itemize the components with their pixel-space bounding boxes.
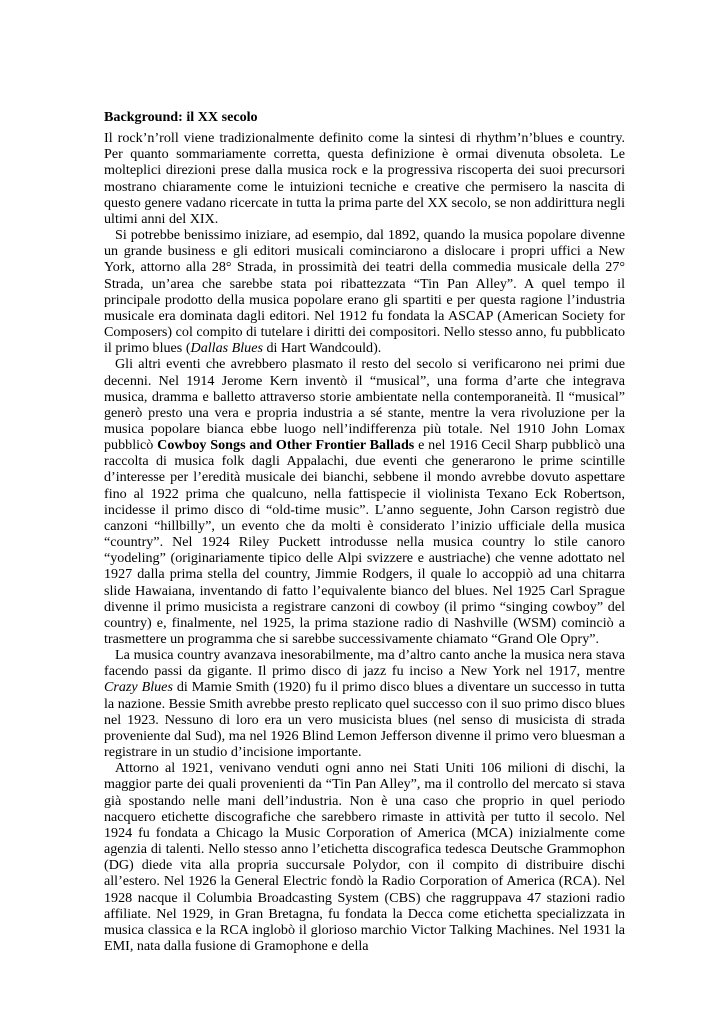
paragraph-2-italic-title: Dallas Blues <box>190 340 263 357</box>
document-page <box>104 109 625 954</box>
paragraph-5: Attorno al 1921, venivano venduti ogni anno nei Stati Uniti 106 milioni di dischi, la maggior parte dei quali provenienti da “Tin Pan Alley”, ma il controllo del mercato si stava già spostando nelle mani dell’industria. Non è una caso che proprio in quel periodo nacquero etichette discografiche che sarebbero rimaste in attività per tutto il secolo. Nel 1924 fu fondata a Chicago la Music Corporation of America (MCA) inizialmente come agenzia di talenti. Nello stesso anno l’etichetta discografica tedesca Deutsche Grammophon (DG) diede vita alla propria succursale Polydor, con il compito di distribuire dischi all’estero. Nel 1926 la General Electric fondò la Radio Corporation of America (RCA). Nel 1928 nacque il Columbia Broadcasting System (CBS) che raggruppava 47 stazioni radio affiliate. Nel 1929, in Gran Bretagna, fu fondata la Decca come etichetta specializzata in musica classica e la RCA inglobò il glorioso marchio Victor Talking Machines. Nel 1931 la EMI, nata dalla fusione di Gramophone e della <box>104 760 625 954</box>
paragraph-3 <box>104 356 625 647</box>
paragraph-3-text-a: Gli altri eventi che avrebbero plasmato il resto del secolo si verificarono nei primi due decenni. Nel 1914 Jerome Kern inventò il “musical”, una forma d’arte che integrava musica, dramma e balletto attraverso storie ambientate nella contemporaneità. Il “musical” generò presto una vera e propria industria a sé stante, mentre la vera rivoluzione per la musica popolare bianca ebbe luogo nell’indifferenza più totale. Nel 1910 John Lomax pubblicò <box>104 356 625 454</box>
paragraph-2-text-b: di Hart Wandcould). <box>262 340 382 357</box>
paragraph-4-text-b: di Mamie Smith (1920) fu il primo disco blues a diventare un successo in tutta la nazione. Bessie Smith avrebbe presto replicato quel successo con il suo primo disco blues nel 1923. Nessuno di loro era un vero musicista blues (nel senso di musicista di strada proveniente dal Sud), ma nel 1926 Blind Lemon Jefferson divenne il primo vero bluesman a registrare in un studio d’incisione importante. <box>104 679 625 761</box>
paragraph-4-text-a: La musica country avanzava inesorabilmente, ma d’altro canto anche la musica nera stava facendo passi da gigante. Il primo disco di jazz fu inciso a New York nel 1917, mentre <box>104 647 625 680</box>
paragraph-4-italic-title: Crazy Blues <box>104 679 173 696</box>
section-heading: Background: il XX secolo <box>104 109 258 125</box>
paragraph-2-text-a: Si potrebbe benissimo iniziare, ad esempio, dal 1892, quando la musica popolare divenne un grande business e gli editori musicali cominciarono a dislocare i propri uffici a New York, attorno alla 28° Strada, in prossimità dei teatri della commedia musicale della 27° Strada, un’area che sarebbe stata poi ribattezzata “Tin Pan Alley”. A quel tempo il principale prodotto della musica popolare erano gli spartiti e per questa ragione l’industria musicale era dominata dagli editori. Nel 1912 fu fondata la ASCAP (American Society for Composers) col compito di tutelare i diritti dei compositori. Nello stesso anno, fu pubblicato il primo blues ( <box>104 227 625 357</box>
paragraph-3-bold-title: Cowboy Songs and Other Frontier Ballads <box>157 437 415 454</box>
paragraph-2 <box>104 227 625 356</box>
paragraph-3-text-b: e nel 1916 Cecil Sharp pubblicò una raccolta di musica folk dagli Appalachi, due eventi che generarono le prime scintille d’interesse per l’eredità musicale dei bianchi, sebbene il mondo avrebbe dovuto aspettare fino al 1922 prima che qualcuno, nella fattispecie il violinista Texano Eck Robertson, incidesse il primo disco di “old-time music”. L’anno seguente, John Carson registrò due canzoni “hillbilly”, un evento che da molti è considerato l’inizio ufficiale della musica “country”. Nel 1924 Riley Puckett introdusse nella musica country lo stile canoro “yodeling” (originariamente tipico delle Alpi svizzere e austriache) che venne adottato nel 1927 dalla prima stella del country, Jimmie Rodgers, il quale lo accoppiò ad una chitarra slide Hawaiana, inventando di fatto l’equivalente bianco del blues. Nel 1925 Carl Sprague divenne il primo musicista a registrare canzoni di cowboy (il primo “singing cowboy” del country) e, finalmente, nel 1925, la prima stazione radio di Nashville (WSM) cominciò a trasmettere un programma che si sarebbe successivamente chiamato “Grand Ole Opry”. <box>104 437 625 647</box>
paragraph-4 <box>104 647 625 760</box>
paragraph-1: Il rock’n’roll viene tradizionalmente definito come la sintesi di rhythm’n’blues e country. Per quanto sommariamente corretta, questa definizione è ormai divenuta obsoleta. Le molteplici direzioni prese dalla musica rock e la progressiva riscoperta dei suoi precursori mostrano chiaramente come le intuizioni tecniche e creative che permisero la nascita di questo genere vadano ricercate in tutta la prima parte del XX secolo, se non addirittura negli ultimi anni del XIX. <box>104 130 625 227</box>
